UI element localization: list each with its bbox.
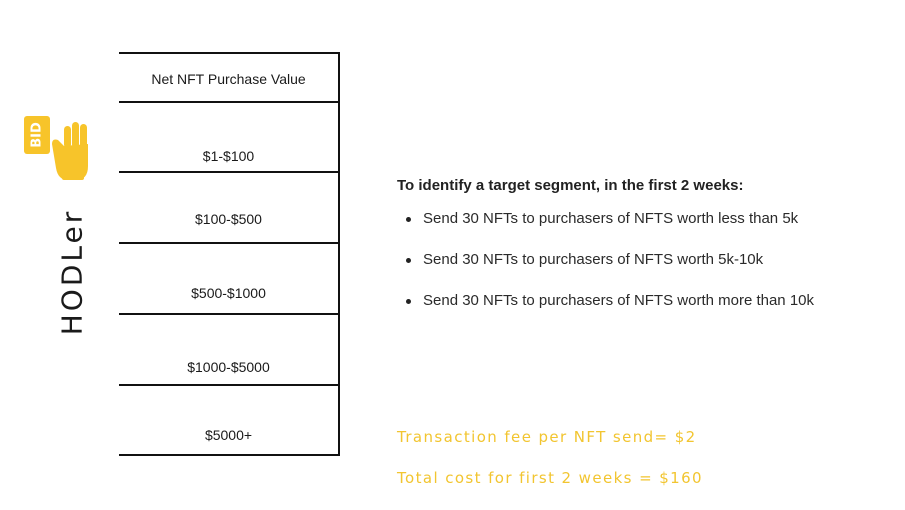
tiers-divider — [119, 52, 340, 54]
tier-row: $500-$1000 — [191, 285, 266, 301]
plan-list — [397, 208, 814, 331]
transaction-fee-line: Transaction fee per NFT send= $2 — [397, 428, 697, 446]
tiers-divider — [119, 101, 340, 103]
tiers-divider — [119, 313, 340, 315]
tier-row: $1000-$5000 — [187, 359, 270, 375]
tiers-divider — [119, 171, 340, 173]
tiers-header: Net NFT Purchase Value — [151, 71, 306, 87]
tier-row: $5000+ — [204, 427, 253, 443]
total-cost-line: Total cost for first 2 weeks = $160 — [397, 469, 703, 487]
tiers-divider — [119, 384, 340, 386]
purchase-value-tiers — [119, 52, 340, 456]
plan-item: Send 30 NFTs to purchasers of NFTS worth less than 5k — [397, 208, 814, 249]
plan-heading: To identify a target segment, in the first 2 weeks: — [397, 177, 744, 194]
tier-row: $1-$100 — [202, 148, 255, 164]
tiers-right-border — [338, 52, 340, 456]
bid-hand-icon — [22, 114, 92, 182]
tiers-divider — [119, 242, 340, 244]
bid-icon-label: BID — [29, 122, 45, 148]
tier-row: $100-$500 — [195, 211, 262, 227]
plan-item: Send 30 NFTs to purchasers of NFTS worth more than 10k — [397, 290, 814, 331]
brand-wordmark: HODLer — [55, 208, 89, 336]
tiers-divider — [119, 454, 340, 456]
plan-item: Send 30 NFTs to purchasers of NFTS worth 5k-10k — [397, 249, 814, 290]
